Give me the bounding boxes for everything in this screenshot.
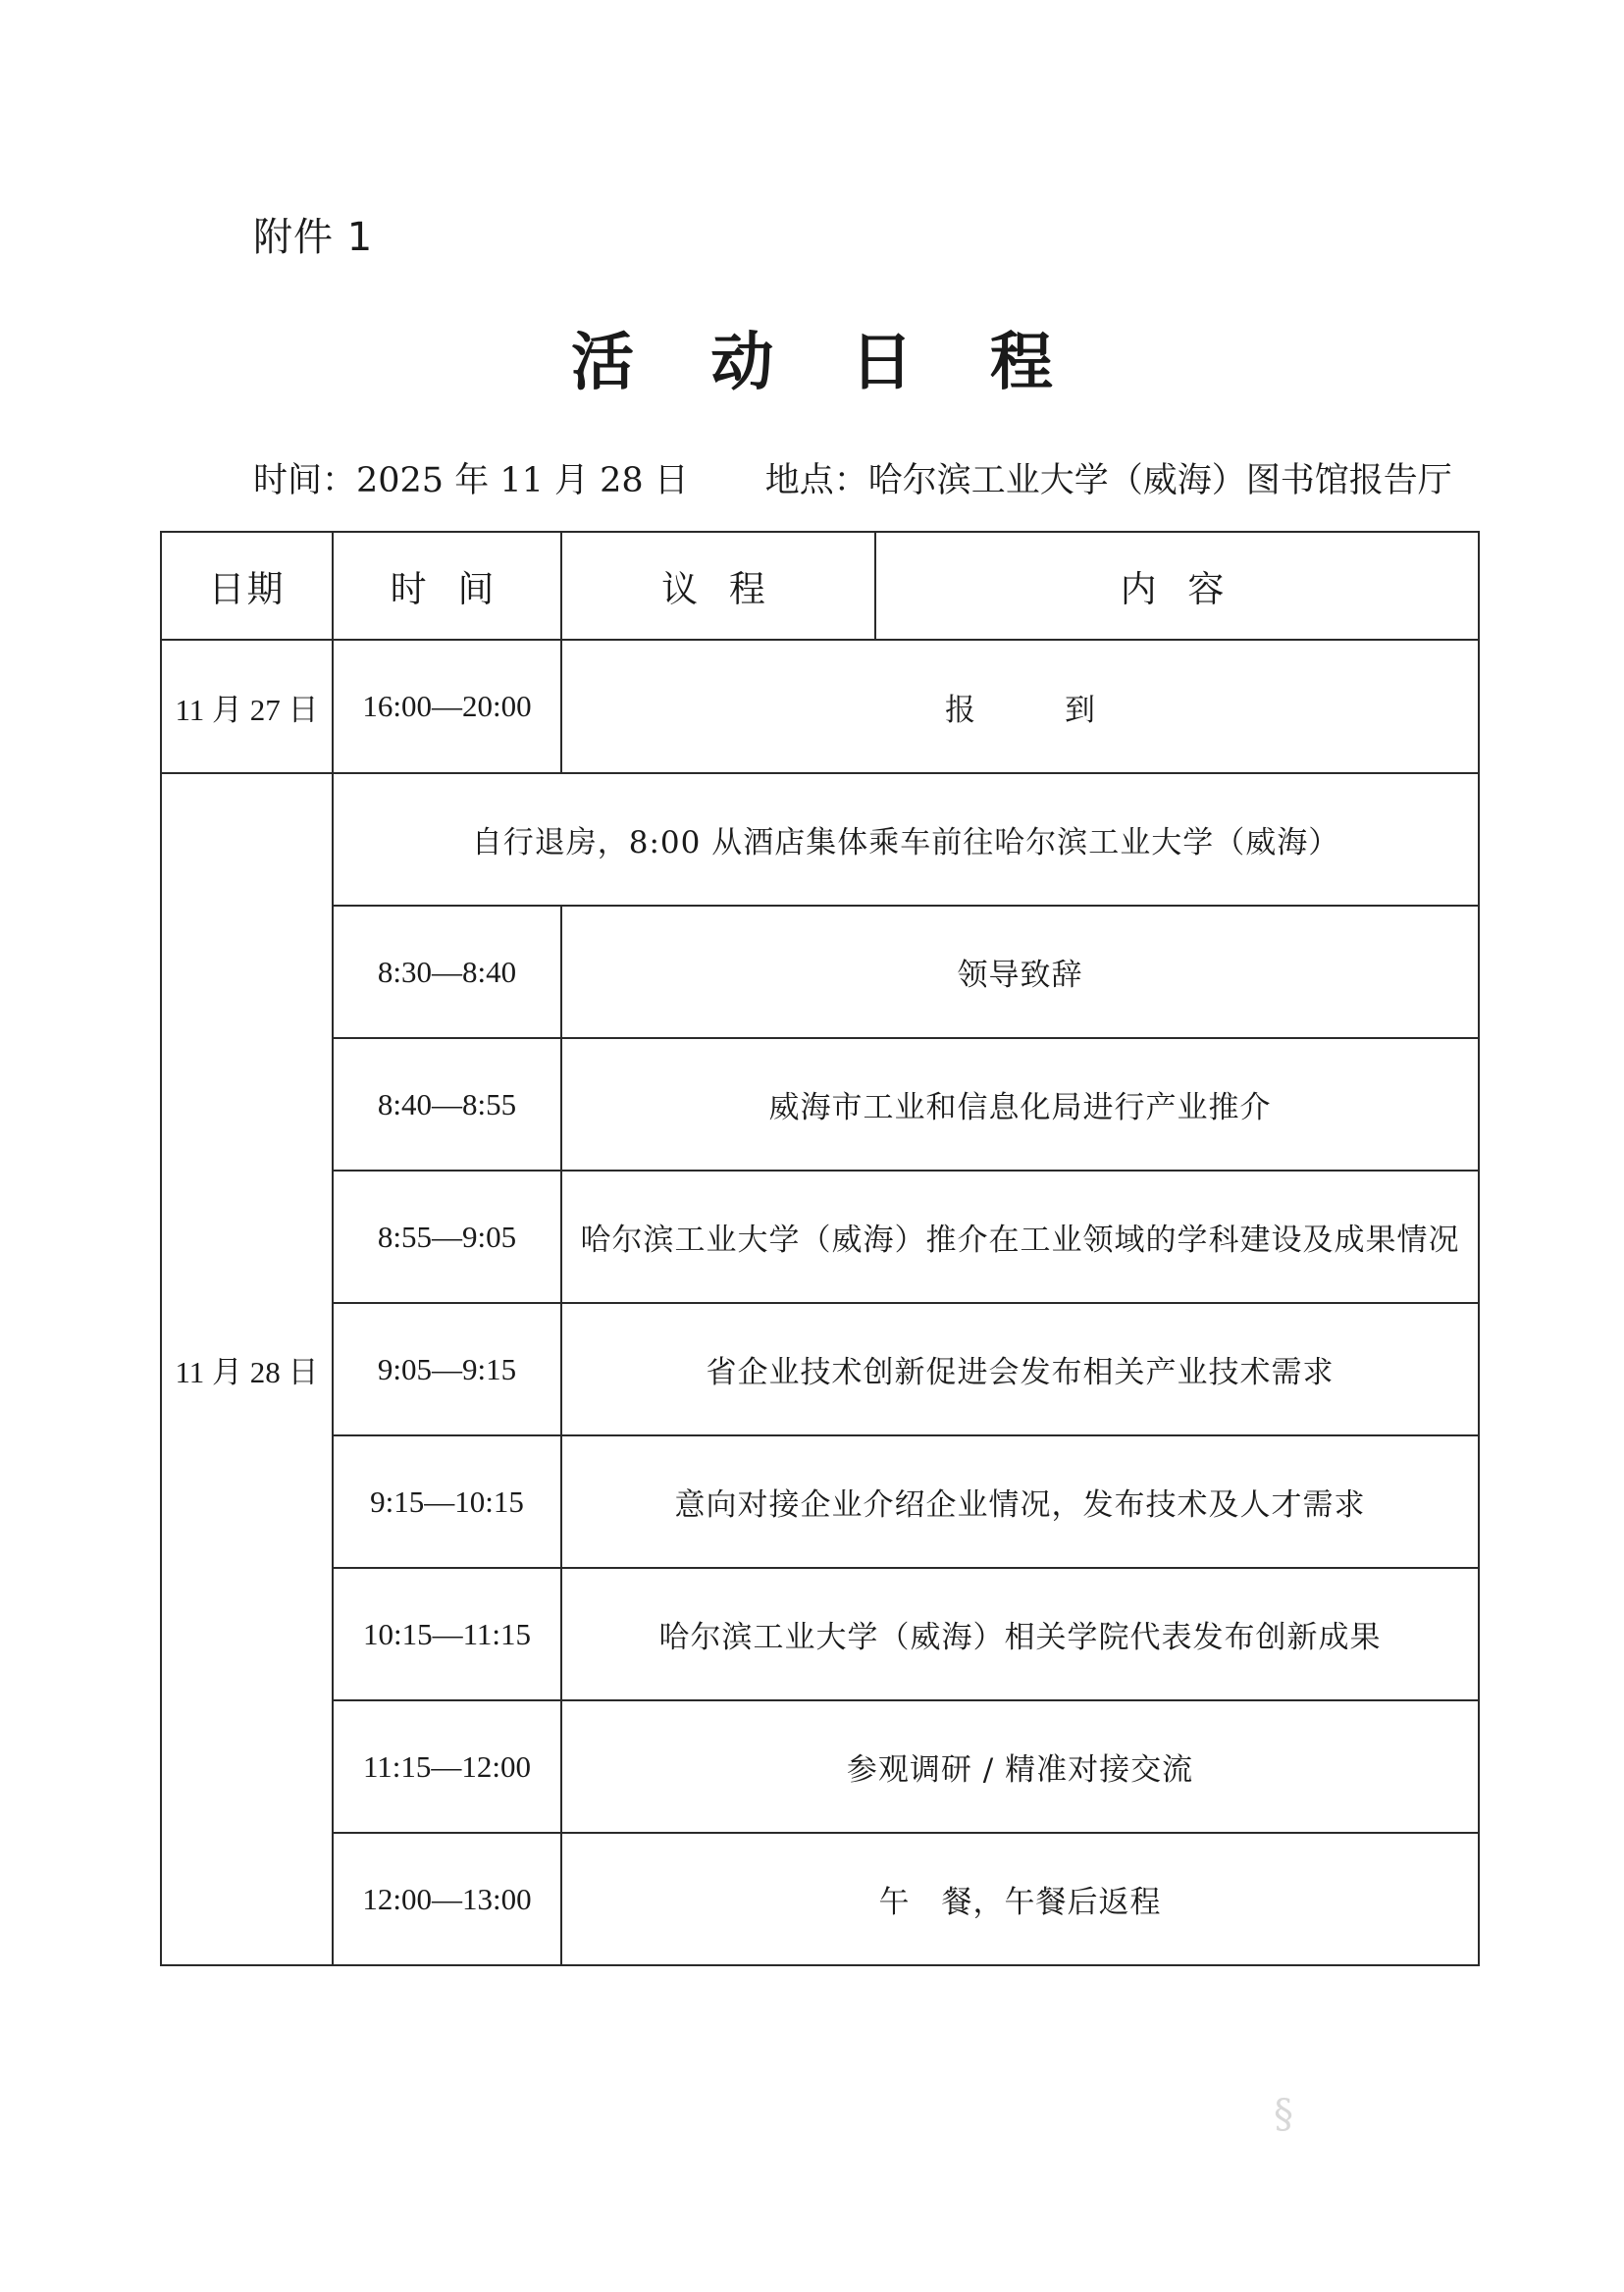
header-date: 日期 xyxy=(161,532,333,640)
table-row xyxy=(161,1038,1479,1171)
table-row xyxy=(161,1435,1479,1568)
faint-page-mark: § xyxy=(1274,2092,1293,2137)
header-agenda: 议 程 xyxy=(561,532,875,640)
row-content: 参观调研 / 精准对接交流 xyxy=(561,1700,1479,1833)
table-row xyxy=(161,1833,1479,1965)
event-meta xyxy=(253,453,1452,502)
row-time: 8:30—8:40 xyxy=(333,906,561,1038)
attachment-label: 附件 1 xyxy=(253,215,374,260)
registration-content: 报 到 xyxy=(561,640,1479,773)
row-content: 午 餐，午餐后返程 xyxy=(561,1833,1479,1965)
table-row xyxy=(161,1303,1479,1435)
row-time: 10:15—11:15 xyxy=(333,1568,561,1700)
row-time: 9:15—10:15 xyxy=(333,1435,561,1568)
row-time: 8:55—9:05 xyxy=(333,1171,561,1303)
row-time: 9:05—9:15 xyxy=(333,1303,561,1435)
row-content: 意向对接企业介绍企业情况，发布技术及人才需求 xyxy=(561,1435,1479,1568)
day2-date: 11 月 28 日 xyxy=(161,773,333,1965)
row-time: 12:00—13:00 xyxy=(333,1833,561,1965)
table-header-row xyxy=(161,532,1479,640)
table-row-intro xyxy=(161,773,1479,906)
table-row-registration xyxy=(161,640,1479,773)
row-content: 威海市工业和信息化局进行产业推介 xyxy=(561,1038,1479,1171)
table-row xyxy=(161,1568,1479,1700)
row-time: 11:15—12:00 xyxy=(333,1700,561,1833)
event-place: 地点：哈尔滨工业大学（威海）图书馆报告厅 xyxy=(764,461,1452,500)
header-time: 时 间 xyxy=(333,532,561,640)
table-row xyxy=(161,1171,1479,1303)
row-content: 省企业技术创新促进会发布相关产业技术需求 xyxy=(561,1303,1479,1435)
registration-date: 11 月 27 日 xyxy=(161,640,333,773)
header-content: 内 容 xyxy=(875,532,1479,640)
row-content: 哈尔滨工业大学（威海）推介在工业领域的学科建设及成果情况 xyxy=(561,1171,1479,1303)
event-time: 时间：2025 年 11 月 28 日 xyxy=(253,461,689,500)
registration-time: 16:00—20:00 xyxy=(333,640,561,773)
page-title: 活 动 日 程 xyxy=(571,326,1080,399)
table-row xyxy=(161,1700,1479,1833)
row-content: 哈尔滨工业大学（威海）相关学院代表发布创新成果 xyxy=(561,1568,1479,1700)
schedule-table xyxy=(160,531,1480,1966)
day2-intro: 自行退房，8:00 从酒店集体乘车前往哈尔滨工业大学（威海） xyxy=(333,773,1479,906)
row-time: 8:40—8:55 xyxy=(333,1038,561,1171)
row-content: 领导致辞 xyxy=(561,906,1479,1038)
table-row xyxy=(161,906,1479,1038)
